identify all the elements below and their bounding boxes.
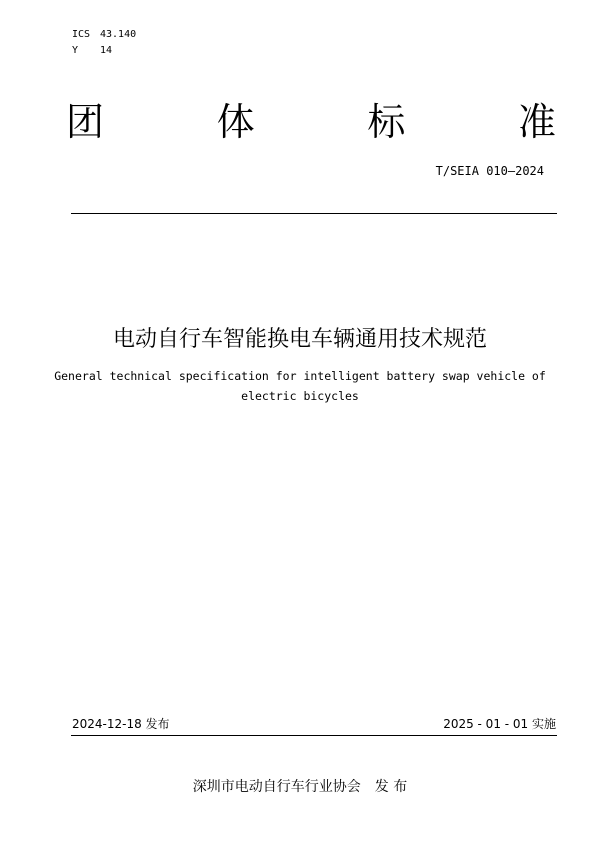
issue-date: 2024-12-18 发布 [72,717,170,731]
title-english-line: General technical specification for intelligent battery swap vehicle of [54,369,546,383]
bottom-divider [71,735,557,736]
ccs-value: 14 [100,45,113,56]
ics-label: ICS [72,29,91,40]
title-english-line: electric bicycles [241,389,359,403]
standard-type-char: 团 [66,100,105,144]
ics-value: 43.140 [100,29,137,40]
standard-type-char: 体 [216,100,255,144]
standard-type-char: 准 [517,100,556,144]
publisher-name: 深圳市电动自行车行业协会 [192,779,361,795]
ics-code [72,29,136,41]
publisher-action: 发 布 [374,779,408,795]
publisher-line [0,776,600,796]
implementation-date: 2025 - 01 - 01 实施 [443,717,556,731]
standard-number: T/SEIA 010—2024 [435,164,544,178]
ccs-label: Y [72,45,79,56]
title-chinese: 电动自行车智能换电车辆通用技术规范 [112,327,487,352]
top-divider [71,213,557,214]
standard-type-char: 标 [367,100,406,144]
title-english [40,366,560,406]
standard-type-heading [66,97,556,147]
ccs-code [72,45,112,57]
